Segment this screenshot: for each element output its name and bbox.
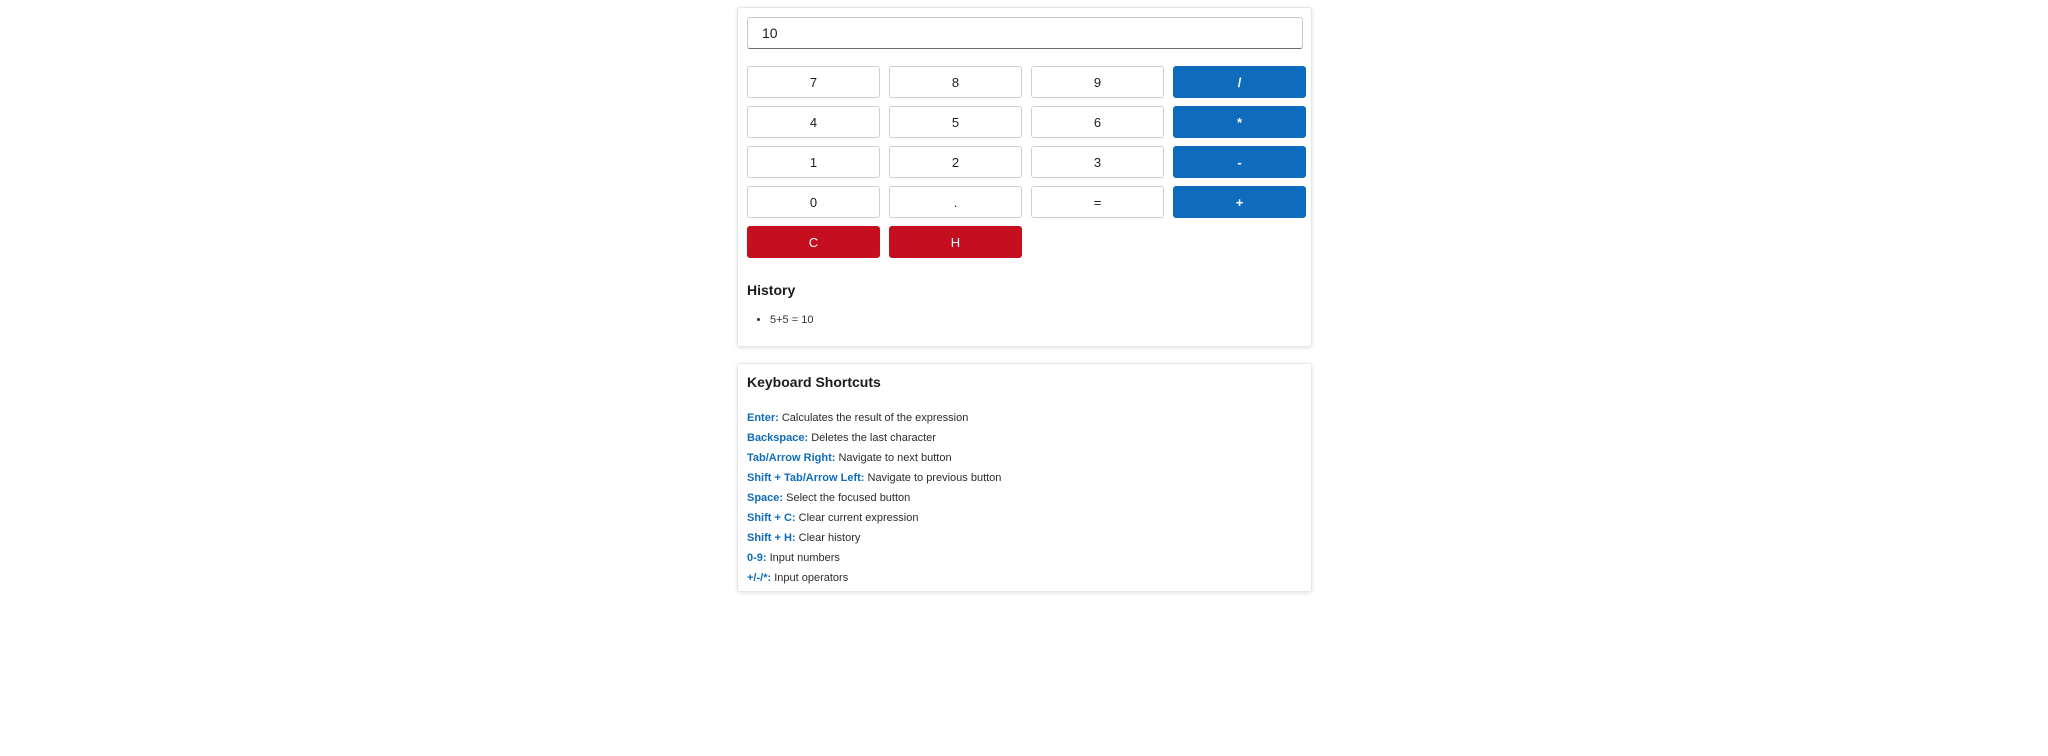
shortcut-item bbox=[747, 568, 1001, 588]
shortcut-item bbox=[747, 488, 1001, 508]
shortcut-key: Backspace: bbox=[747, 432, 809, 444]
shortcut-key: Shift + H: bbox=[747, 532, 796, 544]
add-button[interactable]: + bbox=[1173, 186, 1306, 218]
shortcut-key: Tab/Arrow Right: bbox=[747, 452, 836, 464]
shortcut-key: Space: bbox=[747, 492, 784, 504]
shortcut-item bbox=[747, 428, 1001, 448]
history-item: • 5+5 = 10 bbox=[770, 312, 813, 328]
shortcut-item bbox=[747, 468, 1001, 488]
shortcut-key: +/-/*: bbox=[747, 572, 772, 584]
digit-5-button[interactable]: 5 bbox=[889, 106, 1022, 138]
shortcut-key: Enter: bbox=[747, 412, 779, 424]
clear-history-button[interactable]: H bbox=[889, 226, 1022, 258]
digit-8-button[interactable]: 8 bbox=[889, 66, 1022, 98]
shortcut-description: Input operators bbox=[771, 572, 849, 584]
history-title: History bbox=[747, 282, 796, 298]
shortcut-key: Shift + C: bbox=[747, 512, 796, 524]
digit-4-button[interactable]: 4 bbox=[747, 106, 880, 138]
digit-0-button[interactable]: 0 bbox=[747, 186, 880, 218]
shortcut-description: Navigate to previous button bbox=[864, 472, 1002, 484]
digit-1-button[interactable]: 1 bbox=[747, 146, 880, 178]
shortcut-item bbox=[747, 408, 1001, 428]
shortcut-key: 0-9: bbox=[747, 552, 767, 564]
shortcut-item bbox=[747, 508, 1001, 528]
shortcut-description: Deletes the last character bbox=[808, 432, 936, 444]
shortcut-description: Clear current expression bbox=[795, 512, 919, 524]
shortcut-item bbox=[747, 448, 1001, 468]
history-list bbox=[747, 312, 813, 328]
shortcut-key: Shift + Tab/Arrow Left: bbox=[747, 472, 865, 484]
shortcut-item bbox=[747, 528, 1001, 548]
digit-7-button[interactable]: 7 bbox=[747, 66, 880, 98]
equals-button[interactable]: = bbox=[1031, 186, 1164, 218]
expression-display[interactable] bbox=[747, 17, 1303, 49]
shortcut-description: Select the focused button bbox=[783, 492, 911, 504]
divide-button[interactable]: / bbox=[1173, 66, 1306, 98]
clear-button[interactable]: C bbox=[747, 226, 880, 258]
digit-2-button[interactable]: 2 bbox=[889, 146, 1022, 178]
shortcut-item bbox=[747, 548, 1001, 568]
shortcut-description: Navigate to next button bbox=[835, 452, 952, 464]
digit-3-button[interactable]: 3 bbox=[1031, 146, 1164, 178]
decimal-button[interactable]: . bbox=[889, 186, 1022, 218]
subtract-button[interactable]: - bbox=[1173, 146, 1306, 178]
shortcut-description: Input numbers bbox=[766, 552, 840, 564]
shortcuts-title: Keyboard Shortcuts bbox=[747, 374, 881, 390]
calculator-card bbox=[737, 7, 1312, 347]
digit-6-button[interactable]: 6 bbox=[1031, 106, 1164, 138]
shortcuts-list bbox=[747, 408, 1001, 588]
shortcut-description: Clear history bbox=[795, 532, 861, 544]
shortcut-description: Calculates the result of the expression bbox=[778, 412, 969, 424]
digit-9-button[interactable]: 9 bbox=[1031, 66, 1164, 98]
multiply-button[interactable]: * bbox=[1173, 106, 1306, 138]
shortcuts-card bbox=[737, 363, 1312, 592]
